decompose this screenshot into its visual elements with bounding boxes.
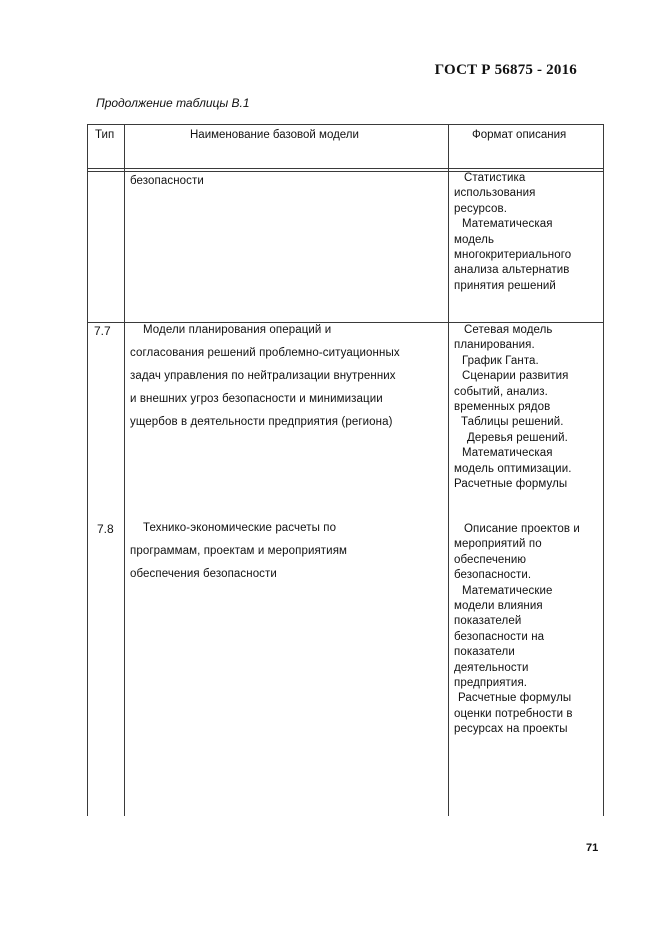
format-line: ресурсов. [454,202,508,215]
row-model-name [130,319,400,434]
row-continuation-format [454,171,571,294]
format-line: модель оптимизации. [454,462,572,475]
format-line: Математические [462,584,553,597]
format-line: Математическая [462,447,553,460]
format-line: Описание проектов и [464,523,580,535]
format-line: Расчетные формулы [458,692,572,705]
format-line: модель [454,233,495,246]
name-line: Технико-экономические расчеты по [143,522,337,534]
row-type-number: 7.7 [94,324,111,338]
format-line: многокритериального [454,249,572,262]
format-line: планирования. [454,339,535,352]
format-line: мероприятий по [454,538,542,551]
format-line: ресурсах на проекты [454,723,568,736]
row-continuation-name [130,170,204,193]
name-line: Модели планирования операций и [143,324,332,336]
format-line: График Ганта. [462,354,539,367]
header-type: Тип [95,129,115,141]
column-border-name [448,124,449,816]
format-line: Расчетные формулы [454,478,568,491]
header-format: Формат описания [472,129,567,141]
row-format [454,522,580,738]
format-line: Деревья решений. [467,431,568,444]
format-line: безопасности на [454,630,545,643]
header-model-name: Наименование базовой модели [190,129,359,141]
format-line: показателей [454,615,522,628]
name-line: безопасности [130,175,204,187]
column-border-right [603,124,604,816]
format-line: безопасности. [454,569,532,582]
format-line: Сценарии развития [462,370,569,383]
row-model-name [130,517,347,586]
format-line: анализа альтернатив [454,264,570,277]
format-line: Сетевая модель [464,324,553,336]
name-line: и внешних угроз безопасности и минимизации [130,393,383,405]
standard-header: ГОСТ Р 56875 - 2016 [434,62,577,78]
format-line: оценки потребности в [454,707,573,720]
column-border-left [87,124,88,816]
header-bottom-border [87,168,604,169]
format-line: предприятия. [454,677,528,690]
name-line: задач управления по нейтрализации внутренних [130,370,396,382]
format-line: Таблицы решений. [461,416,564,429]
row-type-number: 7.8 [97,522,114,536]
table-caption: Продолжение таблицы В.1 [96,96,250,110]
format-line: Статистика [464,172,526,184]
row-format [454,323,572,492]
format-line: показатели [454,646,515,659]
name-line: ущербов в деятельности предприятия (региона) [130,416,393,428]
page-number: 71 [586,842,599,854]
format-line: принятия решений [454,279,556,292]
format-line: использования [454,187,536,200]
column-border-type [124,124,125,816]
name-line: обеспечения безопасности [130,568,277,580]
format-line: обеспечению [454,553,527,566]
format-line: модели влияния [454,600,543,613]
name-line: согласования решений проблемно-ситуационных [130,347,400,359]
format-line: деятельности [454,661,529,674]
format-line: Математическая [462,218,553,231]
name-line: программам, проектам и мероприятиям [130,545,348,557]
format-line: временных рядов [454,401,551,414]
format-line: событий, анализ. [454,385,548,398]
table-top-border [87,124,604,125]
